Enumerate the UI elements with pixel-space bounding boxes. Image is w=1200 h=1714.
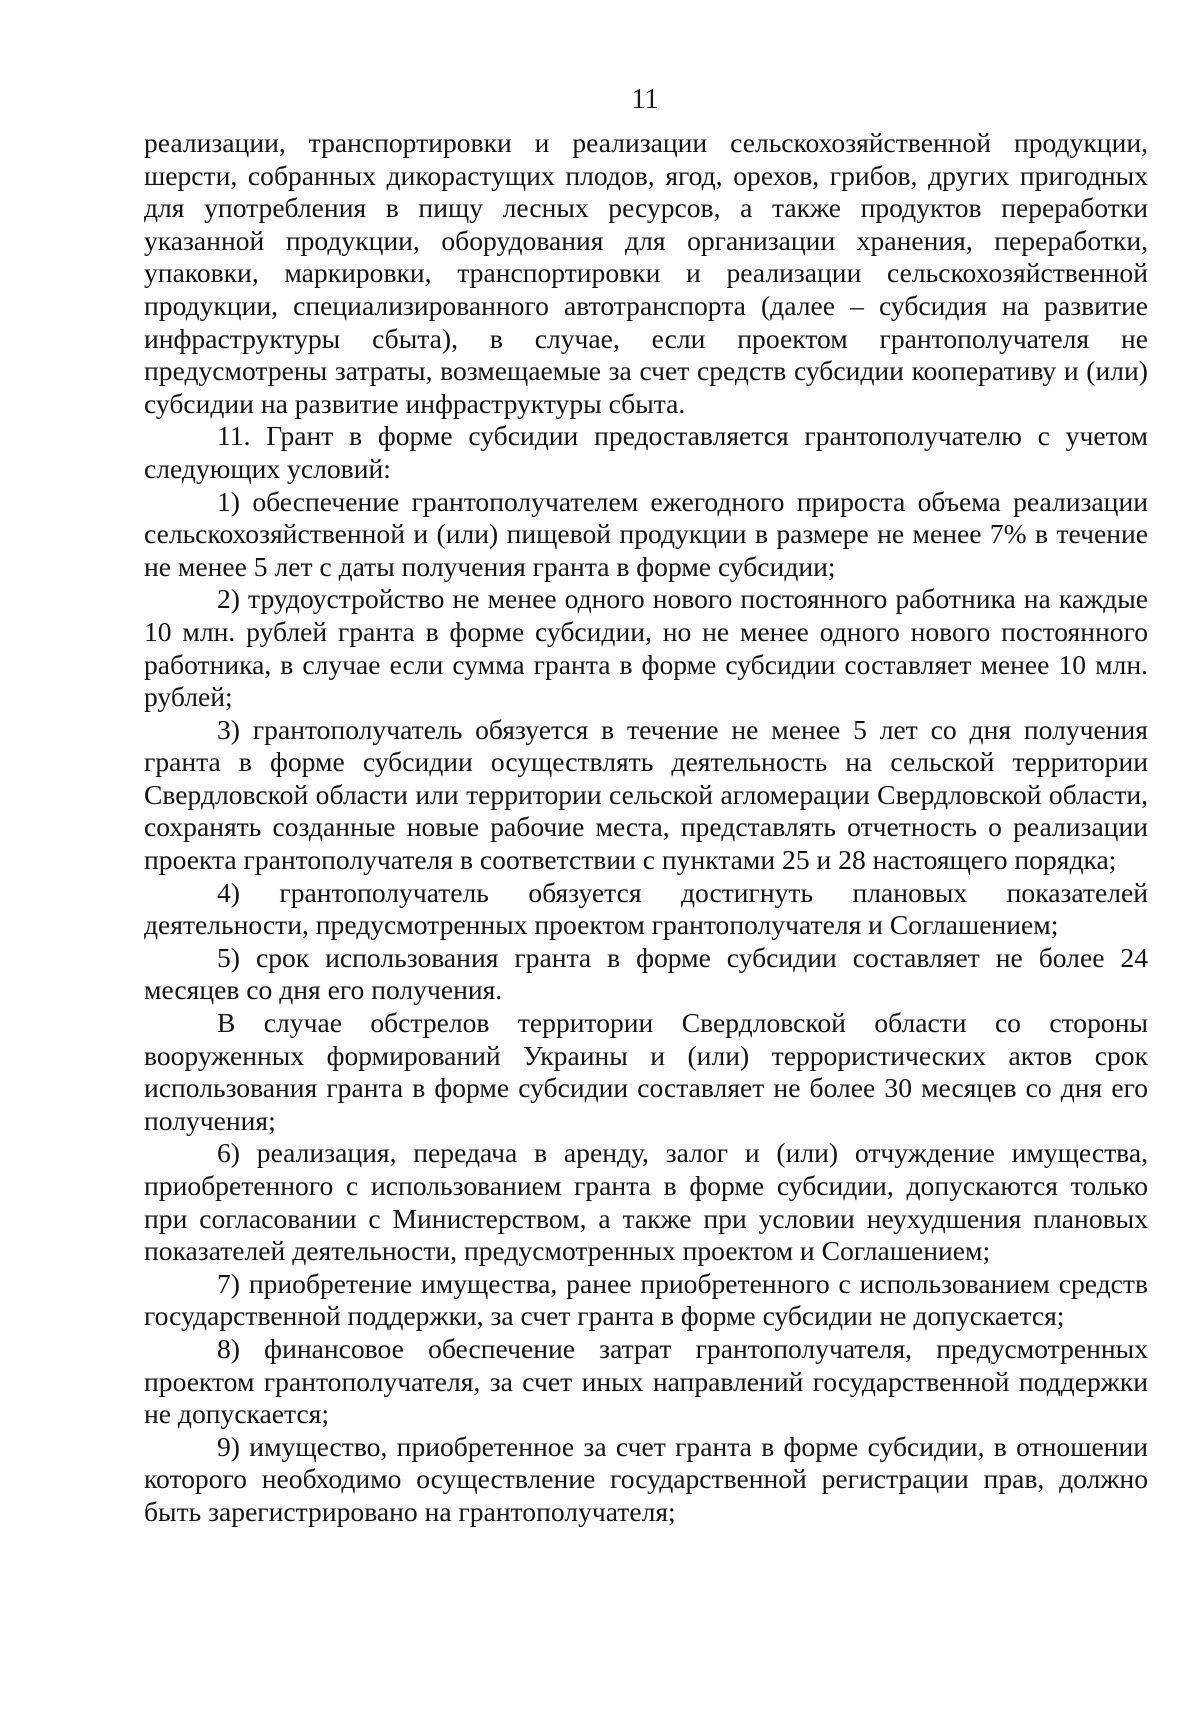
paragraph-condition-3: 3) грантополучатель обязуется в течение не менее 5 лет со дня получения гранта в форме субсидии осуществлять деятельность на сельской территории Свердловской области или территории сельской агломерации Свердловской области, сохранять созданные новые рабочие места, представлять отчетность о реализации проекта грантополучателя в соответствии с пунктами 25 и 28 настоящего порядка; xyxy=(144,713,1148,876)
paragraph-condition-8: 8) финансовое обеспечение затрат грантополучателя, предусмотренных проектом грантополучателя, за счет иных направлений государственной поддержки не допускается; xyxy=(144,1332,1148,1430)
page-number: 11 xyxy=(631,84,659,115)
paragraph-condition-2: 2) трудоустройство не менее одного нового постоянного работника на каждые 10 млн. рублей гранта в форме субсидии, но не менее одного нового постоянного работника, в случае если сумма гранта в форме субсидии составляет менее 10 млн. рублей; xyxy=(144,583,1148,713)
paragraph-condition-5-exception: В случае обстрелов территории Свердловской области со стороны вооруженных формирований Украины и (или) террористических актов срок использования гранта в форме субсидии составляет не более 30 месяцев со дня его получения; xyxy=(144,1007,1148,1136)
paragraph-condition-7: 7) приобретение имущества, ранее приобретенного с использованием средств государственной поддержки, за счет гранта в форме субсидии не допускается; xyxy=(144,1267,1148,1332)
paragraph-continuation: реализации, транспортировки и реализации сельскохозяйственной продукции, шерсти, собранных дикорастущих плодов, ягод, орехов, грибов, других пригодных для употребления в пищу лесных ресурсов, а также продуктов переработки указанной продукции, оборудования для организации хранения, переработки, упаковки, маркировки, транспортировки и реализации сельскохозяйственной продукции, специализированного автотранспорта (далее – субсидия на развитие инфраструктуры сбыта), в случае, если проектом грантополучателя не предусмотрены затраты, возмещаемые за счет средств субсидии кооперативу и (или) субсидии на развитие инфраструктуры сбыта. xyxy=(144,127,1148,419)
paragraph-condition-5: 5) срок использования гранта в форме субсидии составляет не более 24 месяцев со дня его получения. xyxy=(144,941,1148,1006)
paragraph-clause-11: 11. Грант в форме субсидии предоставляется грантополучателю с учетом следующих условий: xyxy=(144,420,1148,484)
paragraph-condition-1: 1) обеспечение грантополучателем ежегодного прироста объема реализации сельскохозяйственной и (или) пищевой продукции в размере не менее 7% в течение не менее 5 лет с даты получения гранта в форме субсидии; xyxy=(144,485,1148,582)
paragraph-condition-9: 9) имущество, приобретенное за счет гранта в форме субсидии, в отношении которого необходимо осуществление государственной регистрации прав, должно быть зарегистрировано на грантополучателя; xyxy=(144,1430,1148,1527)
document-body xyxy=(144,127,1148,1529)
paragraph-condition-4: 4) грантополучатель обязуется достигнуть плановых показателей деятельности, предусмотренных проектом грантополучателя и Соглашением; xyxy=(144,876,1148,941)
paragraph-condition-6: 6) реализация, передача в аренду, залог и (или) отчуждение имущества, приобретенного с использованием гранта в форме субсидии, допускаются только при согласовании с Министерством, а также при условии неухудшения плановых показателей деятельности, предусмотренных проектом и Соглашением; xyxy=(144,1137,1148,1267)
